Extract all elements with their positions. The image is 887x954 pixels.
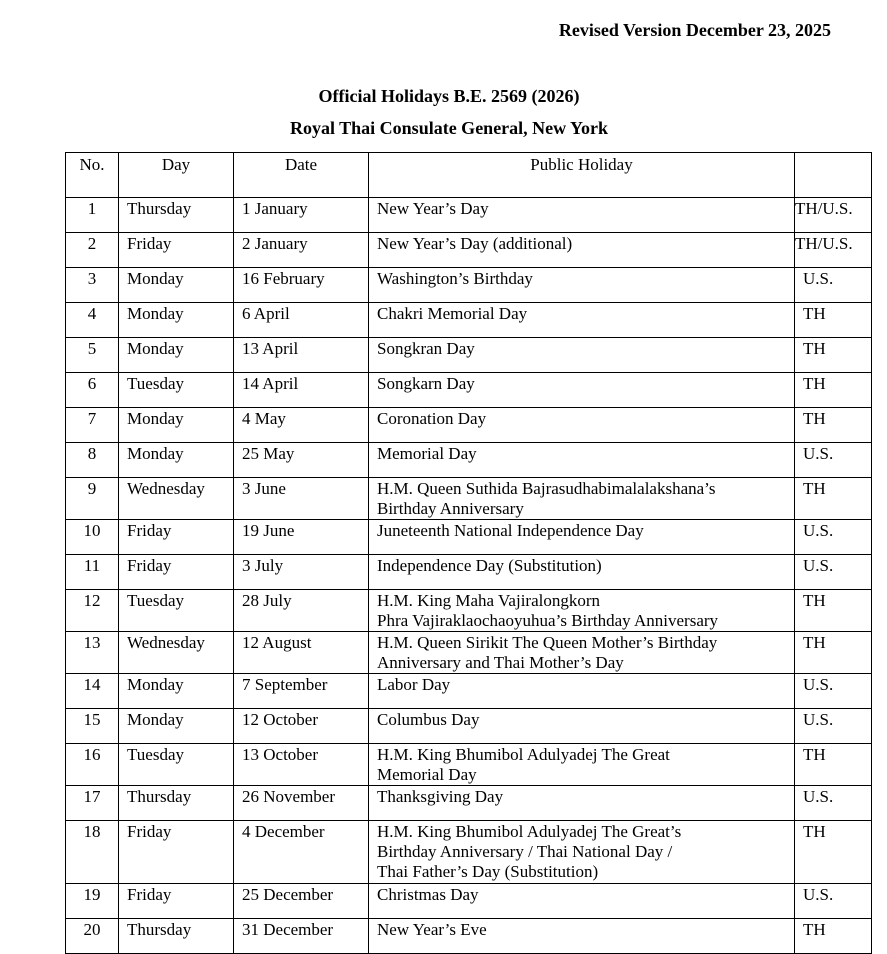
row-public-holiday [369,443,795,478]
row-location: U.S. [795,709,872,744]
table-row [66,590,872,632]
row-public-holiday [369,744,795,786]
row-number: 6 [66,373,119,408]
holiday-name-line: Birthday Anniversary / Thai National Day / [377,842,673,861]
row-day: Friday [119,520,234,555]
row-day: Monday [119,408,234,443]
row-day: Tuesday [119,590,234,632]
row-number: 16 [66,744,119,786]
row-day: Tuesday [119,373,234,408]
row-number: 7 [66,408,119,443]
row-day: Monday [119,268,234,303]
row-public-holiday [369,884,795,919]
row-number: 12 [66,590,119,632]
row-number: 19 [66,884,119,919]
table-row [66,520,872,555]
holiday-name-line: New Year’s Eve [377,920,487,939]
table-row [66,233,872,268]
row-location: U.S. [795,674,872,709]
row-date: 6 April [234,303,369,338]
holiday-name-line: Coronation Day [377,409,487,428]
row-number: 1 [66,198,119,233]
row-location: U.S. [795,786,872,821]
row-day: Monday [119,443,234,478]
row-day: Monday [119,674,234,709]
row-location: TH [795,478,872,520]
row-date: 31 December [234,919,369,954]
row-number: 18 [66,821,119,884]
table-row [66,443,872,478]
row-date: 3 July [234,555,369,590]
row-location: TH/U.S. [795,198,872,233]
row-day: Friday [119,233,234,268]
holiday-name-line: Memorial Day [377,765,477,784]
holiday-name-line: Anniversary and Thai Mother’s Day [377,653,624,672]
row-public-holiday [369,373,795,408]
table-row [66,408,872,443]
column-header-location [795,153,872,198]
row-public-holiday [369,590,795,632]
table-row [66,884,872,919]
holiday-name-line: New Year’s Day (additional) [377,234,573,253]
revised-version-label: Revised Version December 23, 2025 [558,20,831,40]
row-number: 15 [66,709,119,744]
holiday-name-line: New Year’s Day [377,199,489,218]
table-row [66,709,872,744]
holiday-name-line: Phra Vajiraklaochaoyuhua’s Birthday Anniversary [377,611,719,630]
row-date: 7 September [234,674,369,709]
table-row [66,373,872,408]
row-location: U.S. [795,268,872,303]
row-day: Monday [119,709,234,744]
row-date: 4 May [234,408,369,443]
row-number: 8 [66,443,119,478]
row-number: 2 [66,233,119,268]
row-day: Friday [119,555,234,590]
row-number: 13 [66,632,119,674]
holiday-name-line: H.M. Queen Suthida Bajrasudhabimalalakshana’s [377,479,716,498]
holiday-name-line: Labor Day [377,675,451,694]
row-date: 13 April [234,338,369,373]
row-date: 12 October [234,709,369,744]
table-row [66,821,872,884]
row-location: TH [795,744,872,786]
row-public-holiday [369,520,795,555]
row-date: 13 October [234,744,369,786]
holiday-name-line: Thai Father’s Day (Substitution) [377,862,599,881]
holiday-name-line: H.M. Queen Sirikit The Queen Mother’s Birthday [377,633,718,652]
row-location: TH [795,303,872,338]
row-number: 11 [66,555,119,590]
row-date: 16 February [234,268,369,303]
row-public-holiday [369,198,795,233]
row-date: 2 January [234,233,369,268]
row-date: 26 November [234,786,369,821]
table-row [66,674,872,709]
row-public-holiday [369,338,795,373]
row-day: Wednesday [119,632,234,674]
row-date: 1 January [234,198,369,233]
row-public-holiday [369,268,795,303]
row-public-holiday [369,303,795,338]
row-location: TH [795,590,872,632]
row-date: 19 June [234,520,369,555]
row-day: Tuesday [119,744,234,786]
column-header-date: Date [234,153,369,198]
row-location: TH [795,338,872,373]
row-number: 4 [66,303,119,338]
table-row [66,555,872,590]
row-location: U.S. [795,884,872,919]
holiday-name-line: H.M. King Bhumibol Adulyadej The Great’s [377,822,682,841]
row-public-holiday [369,478,795,520]
holiday-name-line: H.M. King Bhumibol Adulyadej The Great [377,745,670,764]
holiday-name-line: H.M. King Maha Vajiralongkorn [377,591,601,610]
table-row [66,744,872,786]
row-date: 14 April [234,373,369,408]
column-header-day: Day [119,153,234,198]
row-public-holiday [369,709,795,744]
row-day: Monday [119,338,234,373]
row-location: TH [795,919,872,954]
row-location: TH [795,373,872,408]
row-date: 25 December [234,884,369,919]
row-day: Thursday [119,919,234,954]
table-row [66,919,872,954]
holiday-name-line: Juneteenth National Independence Day [377,521,644,540]
row-location: U.S. [795,520,872,555]
row-date: 25 May [234,443,369,478]
holiday-name-line: Songkarn Day [377,374,475,393]
row-number: 10 [66,520,119,555]
document-title: Official Holidays B.E. 2569 (2026) [318,86,580,106]
table-row [66,268,872,303]
holiday-name-line: Christmas Day [377,885,479,904]
row-day: Friday [119,821,234,884]
column-header-public-holiday: Public Holiday [369,153,795,198]
row-day: Thursday [119,786,234,821]
row-location: TH [795,821,872,884]
holiday-name-line: Independence Day (Substitution) [377,556,602,575]
holiday-table [65,152,872,954]
row-day: Wednesday [119,478,234,520]
row-location: U.S. [795,443,872,478]
row-public-holiday [369,674,795,709]
row-date: 3 June [234,478,369,520]
row-date: 4 December [234,821,369,884]
row-public-holiday [369,233,795,268]
holiday-table-body [66,198,872,954]
holiday-name-line: Columbus Day [377,710,480,729]
row-number: 9 [66,478,119,520]
column-header-no: No. [66,153,119,198]
table-row [66,198,872,233]
table-row [66,478,872,520]
row-public-holiday [369,555,795,590]
holiday-name-line: Memorial Day [377,444,477,463]
row-day: Thursday [119,198,234,233]
holiday-name-line: Washington’s Birthday [377,269,533,288]
row-location: U.S. [795,555,872,590]
row-location: TH/U.S. [795,233,872,268]
row-number: 5 [66,338,119,373]
row-public-holiday [369,821,795,884]
row-number: 14 [66,674,119,709]
row-number: 17 [66,786,119,821]
row-number: 20 [66,919,119,954]
document-subtitle: Royal Thai Consulate General, New York [289,118,608,138]
table-row [66,786,872,821]
row-day: Monday [119,303,234,338]
table-header-row [66,153,872,198]
holiday-name-line: Birthday Anniversary [377,499,524,518]
table-row [66,303,872,338]
row-location: TH [795,408,872,443]
row-public-holiday [369,408,795,443]
holiday-name-line: Chakri Memorial Day [377,304,528,323]
row-public-holiday [369,786,795,821]
table-row [66,632,872,674]
row-day: Friday [119,884,234,919]
row-location: TH [795,632,872,674]
row-public-holiday [369,632,795,674]
table-row [66,338,872,373]
holiday-name-line: Songkran Day [377,339,475,358]
row-number: 3 [66,268,119,303]
row-date: 12 August [234,632,369,674]
row-date: 28 July [234,590,369,632]
holiday-name-line: Thanksgiving Day [377,787,504,806]
row-public-holiday [369,919,795,954]
